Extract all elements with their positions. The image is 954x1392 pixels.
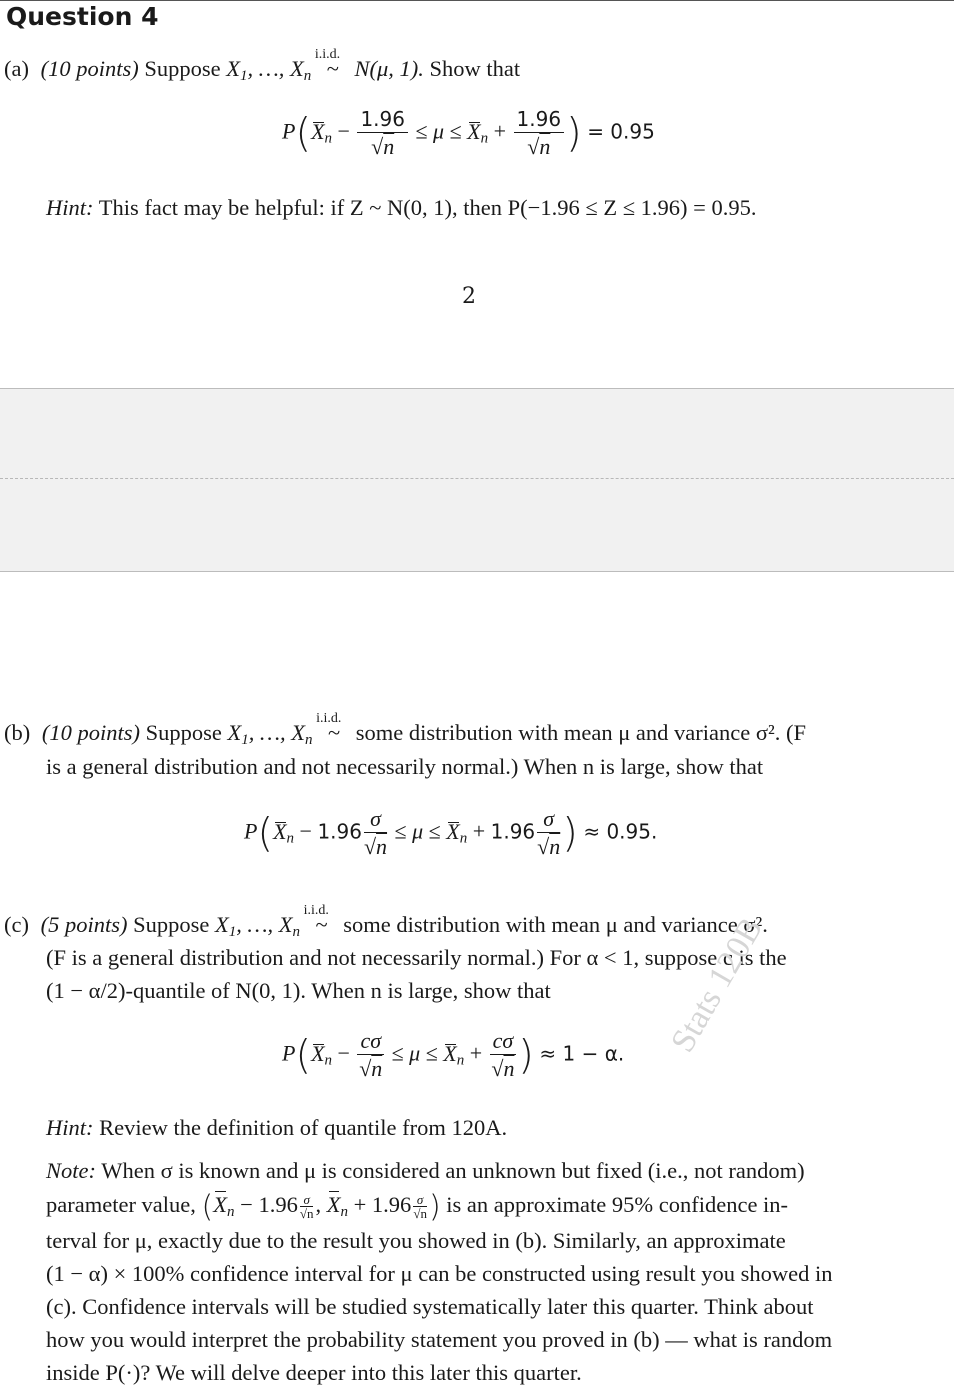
part-a-statement: (a) (10 points) Suppose $X_1$, …, $X_n$ i.i.d. ~ N(μ, 1). Show that	[4, 47, 521, 84]
part-a-equation: $P(X_n$ − $\frac{1.96}{√n}$ ≤ $\mu \le X_n$ + $\frac{1.96}{√n}$ ) = 0.95	[282, 107, 655, 159]
part-c-hint-text: Review the definition of quantile from 120A.	[99, 1115, 508, 1140]
note-line-3: terval for μ, exactly due to the result you showed in (b). Similarly, an approximate	[46, 1228, 786, 1253]
note-line-6: how you would interpret the probability statement you proved in (b) — what is random	[46, 1327, 833, 1352]
part-c-line-2: (F is a general distribution and not necessarily normal.) For α < 1, suppose c is the	[46, 945, 787, 970]
part-c-numer-2: cσ	[490, 1028, 517, 1055]
note-line-1: Note: When σ is known and μ is considered an unknown but fixed (i.e., not random)	[46, 1158, 805, 1183]
part-b-iid-symbol: i.i.d. ~	[316, 711, 342, 745]
watermark: Stats 120B	[664, 911, 771, 1059]
part-b-line-1-suffix: some distribution with mean μ and variance σ². (F	[355, 720, 806, 745]
part-c-line-3: (1 − α/2)-quantile of N(0, 1). When n is large, show that	[46, 978, 551, 1003]
part-c-iid-symbol: i.i.d. ~	[303, 903, 329, 937]
part-a-hint-label: Hint:	[46, 195, 94, 220]
top-rule	[0, 0, 954, 1]
note-line-2: parameter value, ($X_n - 1.96$ $\frac{\sigma}{√n}$ , $X_n + 1.96$ $\frac{\sigma}{√n}$ ) is an approximate 95% confidence in-	[46, 1189, 789, 1225]
part-a-iid-symbol: i.i.d. ~	[314, 47, 341, 81]
page-break-band	[0, 388, 954, 572]
page-number: 2	[462, 284, 476, 309]
part-a-hint-text: This fact may be helpful: if Z ~ N(0, 1), then P(−1.96 ≤ Z ≤ 1.96) = 0.95.	[98, 195, 757, 220]
part-c-points: (5 points)	[40, 912, 128, 937]
part-b-coef-2: 1.96	[490, 819, 536, 844]
question-title: Question 4	[6, 2, 159, 31]
note-label: Note:	[46, 1158, 96, 1183]
part-b-label: (b)	[4, 720, 31, 745]
part-c-result: ≈ 1 − α.	[539, 1041, 625, 1066]
part-a-result: = 0.95	[587, 119, 655, 144]
part-c-line-1: (c) (5 points) Suppose $X_1$, …, $X_n$ i.i.d. ~ some distribution with mean μ and variance σ².	[4, 903, 768, 940]
part-b-equation: $P(X_n - 1.96$ $\frac{\sigma}{√n}$ ≤ $\mu \le X_n + 1.96$ $\frac{\sigma}{√n}$ ) ≈ 0.95.	[244, 806, 658, 859]
part-c-label: (c)	[4, 912, 29, 937]
part-c-equation: $P(X_n$ − $\frac{c\sigma}{√n}$ ≤ $\mu \le X_n$ + $\frac{c\sigma}{√n}$ ) ≈ 1 − α.	[282, 1028, 625, 1081]
part-c-hint-label: Hint:	[46, 1115, 94, 1140]
page-break-dash	[0, 478, 954, 479]
part-b-line-1: (b) (10 points) Suppose $X_1$, …, $X_n$ i.i.d. ~ some distribution with mean μ and variance σ². (F	[4, 711, 806, 748]
part-a-label: (a)	[4, 56, 29, 81]
part-b-result: ≈ 0.95.	[583, 819, 658, 844]
part-a-prefix: Suppose	[144, 56, 221, 81]
part-a-points: (10 points)	[40, 56, 139, 81]
part-a-sample-math: $X_1$, …, $X_n$	[226, 56, 312, 84]
part-c-hint	[46, 1111, 507, 1144]
part-a-dist: N(μ, 1).	[354, 56, 424, 81]
part-a-hint	[46, 191, 756, 224]
part-b-line-2: is a general distribution and not necessarily normal.) When n is large, show that	[46, 754, 764, 779]
note-line-4: (1 − α) × 100% confidence interval for μ can be constructed using result you showed in	[46, 1261, 833, 1286]
part-b-points: (10 points)	[41, 720, 140, 745]
note-line-7: inside P(·)? We will delve deeper into this later this quarter.	[46, 1360, 582, 1385]
part-c-line-1-suffix: some distribution with mean μ and variance σ².	[343, 912, 768, 937]
note-line-5: (c). Confidence intervals will be studied systematically later this quarter. Think about	[46, 1294, 814, 1319]
part-a-const-2: 1.96	[514, 106, 565, 133]
